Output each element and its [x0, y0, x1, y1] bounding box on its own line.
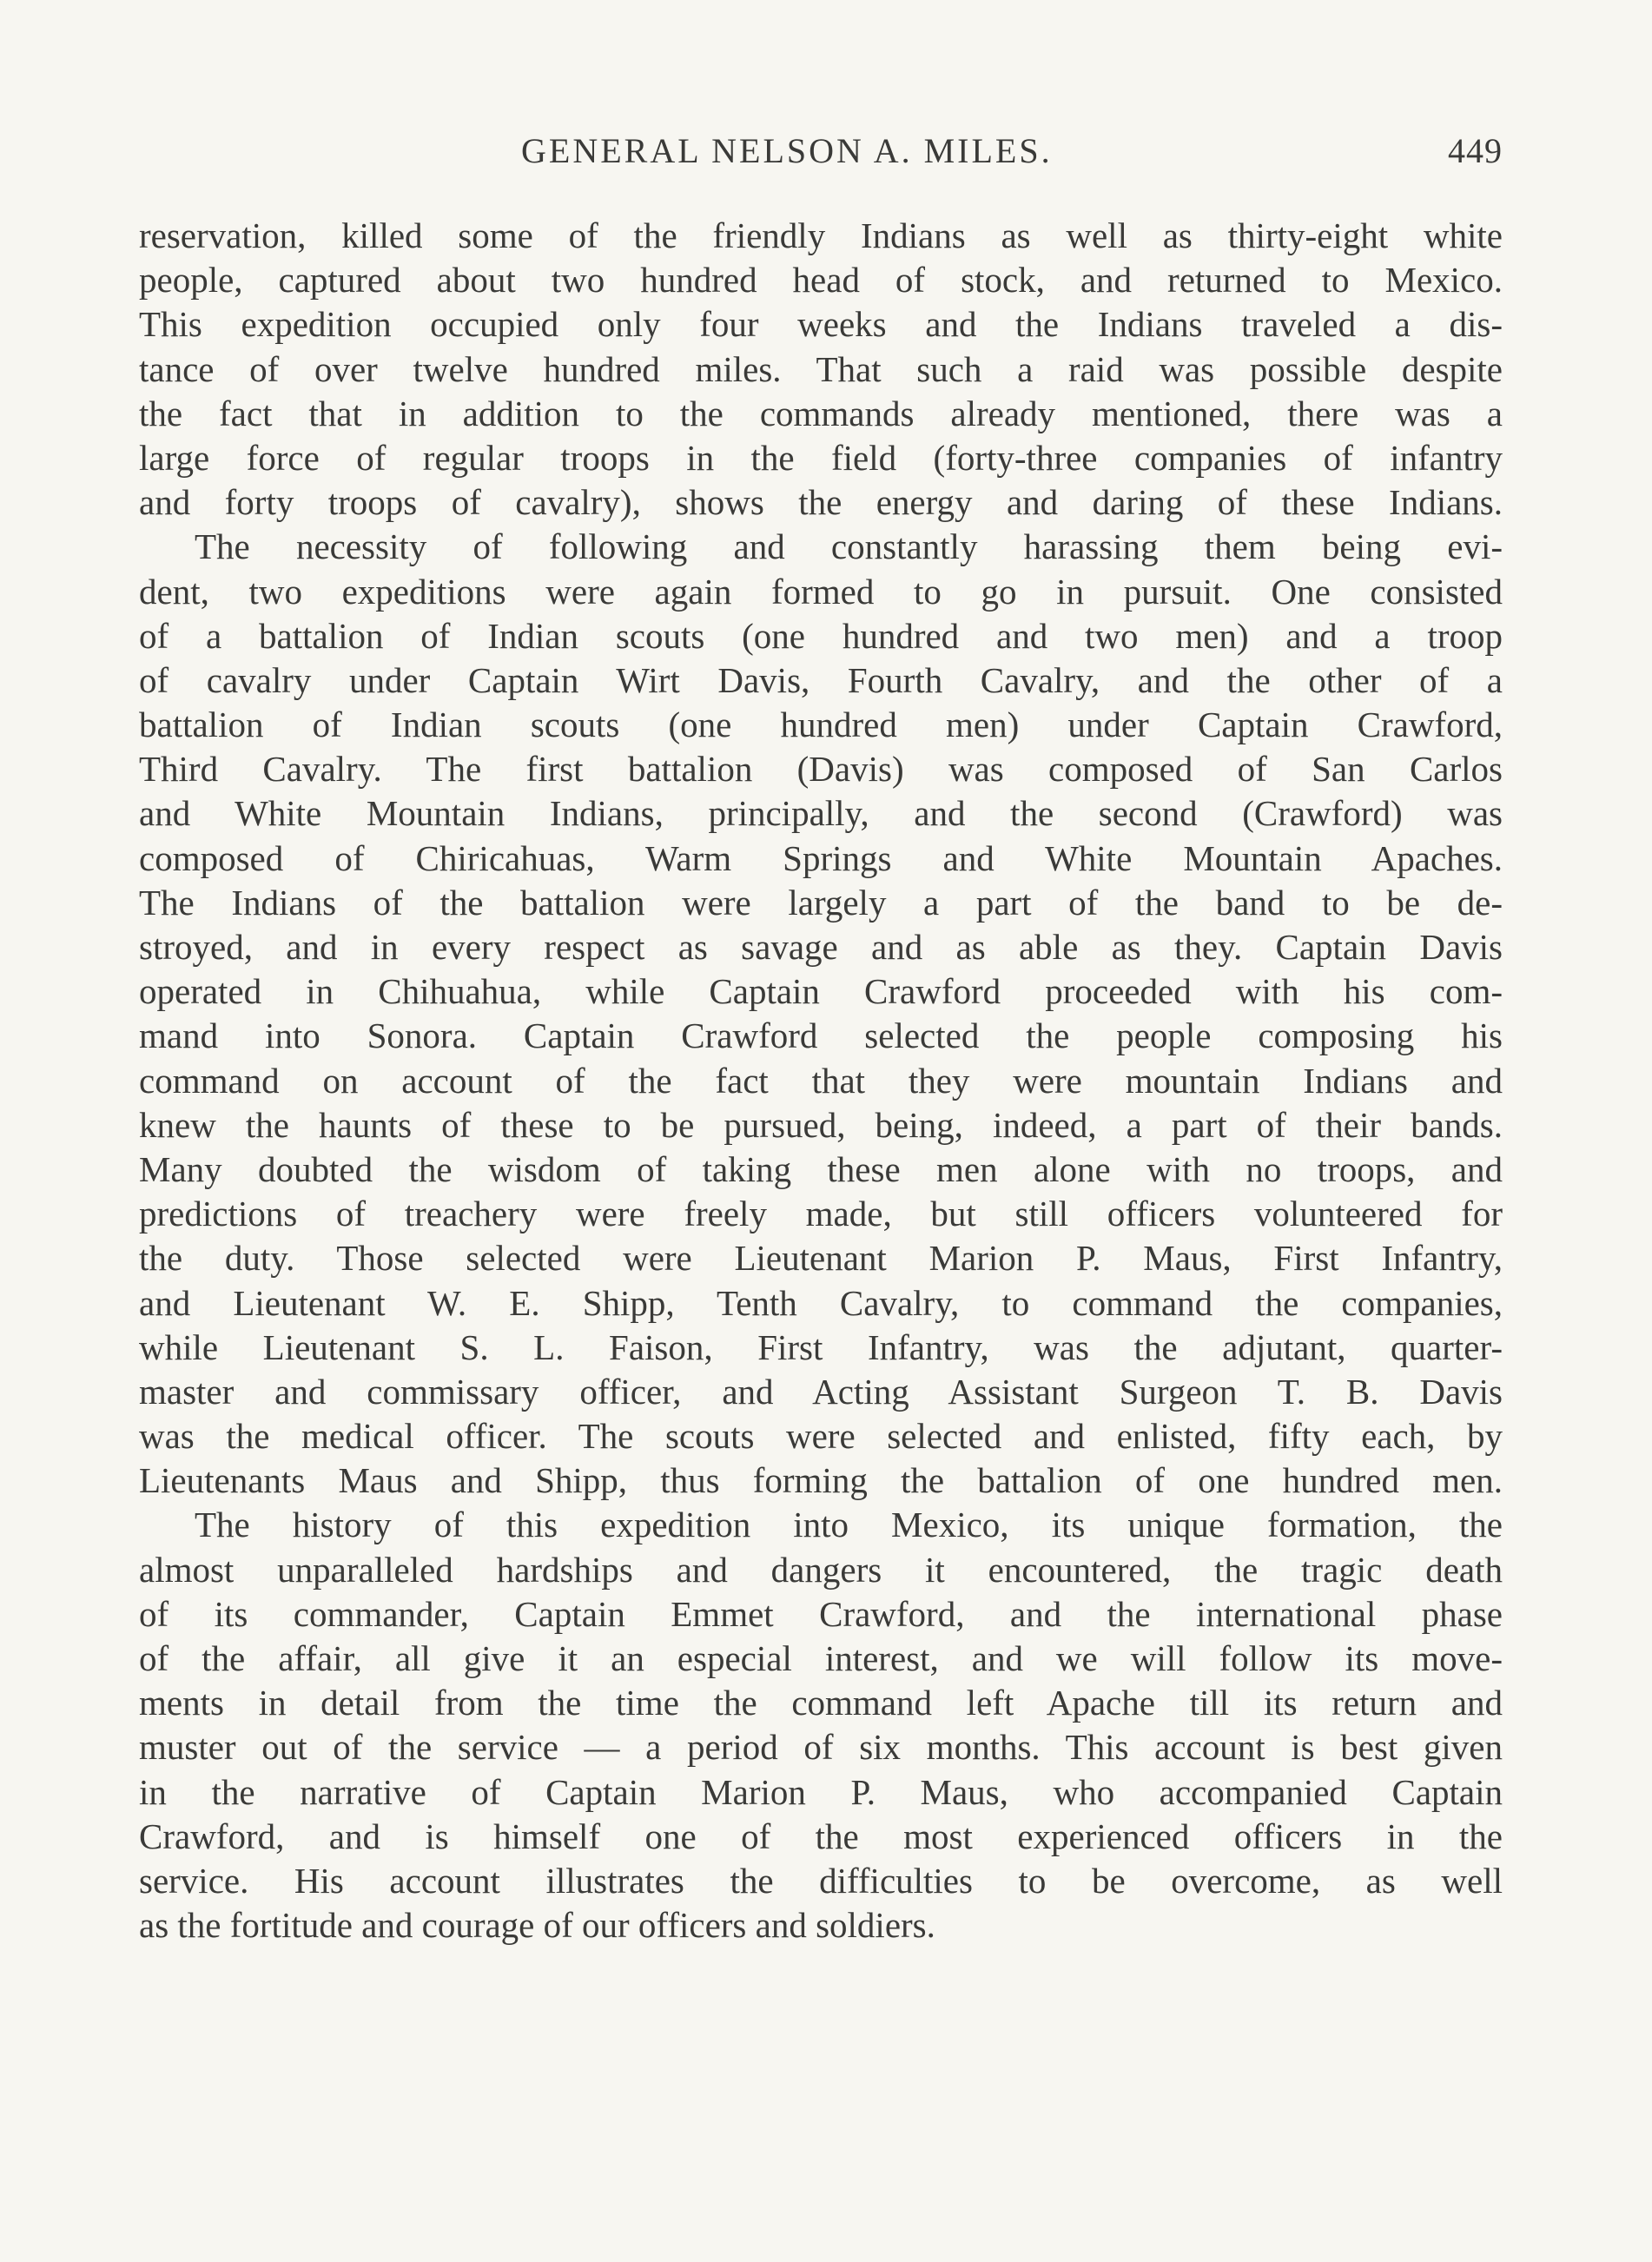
- text-line: and White Mountain Indians, principally, and the second (Crawford) was: [139, 793, 1503, 834]
- text-line: mand into Sonora. Captain Crawford selected the people composing his: [139, 1015, 1503, 1056]
- text-line: of a battalion of Indian scouts (one hundred and two men) and a troop: [139, 615, 1503, 656]
- text-line: command on account of the fact that they were mountain Indians and: [139, 1060, 1503, 1101]
- text-line: in the narrative of Captain Marion P. Maus, who accompanied Captain: [139, 1771, 1503, 1812]
- text-line: knew the haunts of these to be pursued, being, indeed, a part of their bands.: [139, 1104, 1503, 1145]
- text-line: dent, two expeditions were again formed to go in pursuit. One consisted: [139, 571, 1503, 612]
- text-line: the duty. Those selected were Lieutenant Marion P. Maus, First Infantry,: [139, 1238, 1503, 1279]
- text-line: almost unparalleled hardships and dangers it encountered, the tragic death: [139, 1549, 1503, 1590]
- text-line: the fact that in addition to the commands already mentioned, there was a: [139, 393, 1503, 433]
- text-line: large force of regular troops in the field (forty-three companies of infantry: [139, 437, 1503, 478]
- text-line: of the affair, all give it an especial interest, and we will follow its move-: [139, 1638, 1503, 1678]
- text-line: of its commander, Captain Emmet Crawford, and the international phase: [139, 1593, 1503, 1634]
- paragraph-2: [139, 525, 1503, 1503]
- text-line: and Lieutenant W. E. Shipp, Tenth Cavalry, to command the companies,: [139, 1282, 1503, 1323]
- running-title: GENERAL NELSON A. MILES.: [521, 131, 1053, 170]
- text-line: composed of Chiricahuas, Warm Springs and White Mountain Apaches.: [139, 837, 1503, 878]
- text-line: operated in Chihuahua, while Captain Crawford proceeded with his com-: [139, 971, 1503, 1012]
- text-line: battalion of Indian scouts (one hundred men) under Captain Crawford,: [139, 704, 1503, 745]
- text-line: as the fortitude and courage of our officers and soldiers.: [139, 1905, 935, 1946]
- text-line: The Indians of the battalion were largely a part of the band to be de-: [139, 882, 1503, 923]
- text-line: Many doubted the wisdom of taking these men alone with no troops, and: [139, 1148, 1503, 1189]
- text-line: was the medical officer. The scouts were selected and enlisted, fifty each, by: [139, 1416, 1503, 1457]
- text-line: Third Cavalry. The first battalion (Davis) was composed of San Carlos: [139, 749, 1503, 790]
- text-line: The history of this expedition into Mexico, its unique formation, the: [195, 1505, 1503, 1545]
- text-line: This expedition occupied only four weeks and the Indians traveled a dis-: [139, 304, 1503, 345]
- text-line: tance of over twelve hundred miles. That such a raid was possible despite: [139, 348, 1503, 389]
- paragraph-3: [139, 1503, 1503, 1948]
- text-line: people, captured about two hundred head of stock, and returned to Mexico.: [139, 260, 1503, 301]
- text-line: reservation, killed some of the friendly Indians as well as thirty-eight white: [139, 215, 1503, 255]
- text-line: and forty troops of cavalry), shows the energy and daring of these Indians.: [139, 482, 1503, 523]
- body-text: [139, 214, 1503, 1948]
- text-line: while Lieutenant S. L. Faison, First Infantry, was the adjutant, quarter-: [139, 1326, 1503, 1367]
- text-line: predictions of treachery were freely made, but still officers volunteered for: [139, 1194, 1503, 1234]
- running-head: [139, 130, 1503, 182]
- paragraph-1: [139, 214, 1503, 525]
- text-line: master and commissary officer, and Acting Assistant Surgeon T. B. Davis: [139, 1371, 1503, 1412]
- text-line: Lieutenants Maus and Shipp, thus forming the battalion of one hundred men.: [139, 1460, 1503, 1501]
- text-line: muster out of the service — a period of six months. This account is best given: [139, 1727, 1503, 1768]
- text-line: Crawford, and is himself one of the most experienced officers in the: [139, 1816, 1503, 1856]
- page-number: 449: [1448, 131, 1503, 170]
- text-line: stroyed, and in every respect as savage and as able as they. Captain Davis: [139, 927, 1503, 967]
- text-line: ments in detail from the time the command left Apache till its return and: [139, 1683, 1503, 1723]
- text-line: of cavalry under Captain Wirt Davis, Fourth Cavalry, and the other of a: [139, 659, 1503, 700]
- text-line: service. His account illustrates the difficulties to be overcome, as well: [139, 1860, 1503, 1901]
- text-line: The necessity of following and constantly harassing them being evi-: [195, 526, 1503, 567]
